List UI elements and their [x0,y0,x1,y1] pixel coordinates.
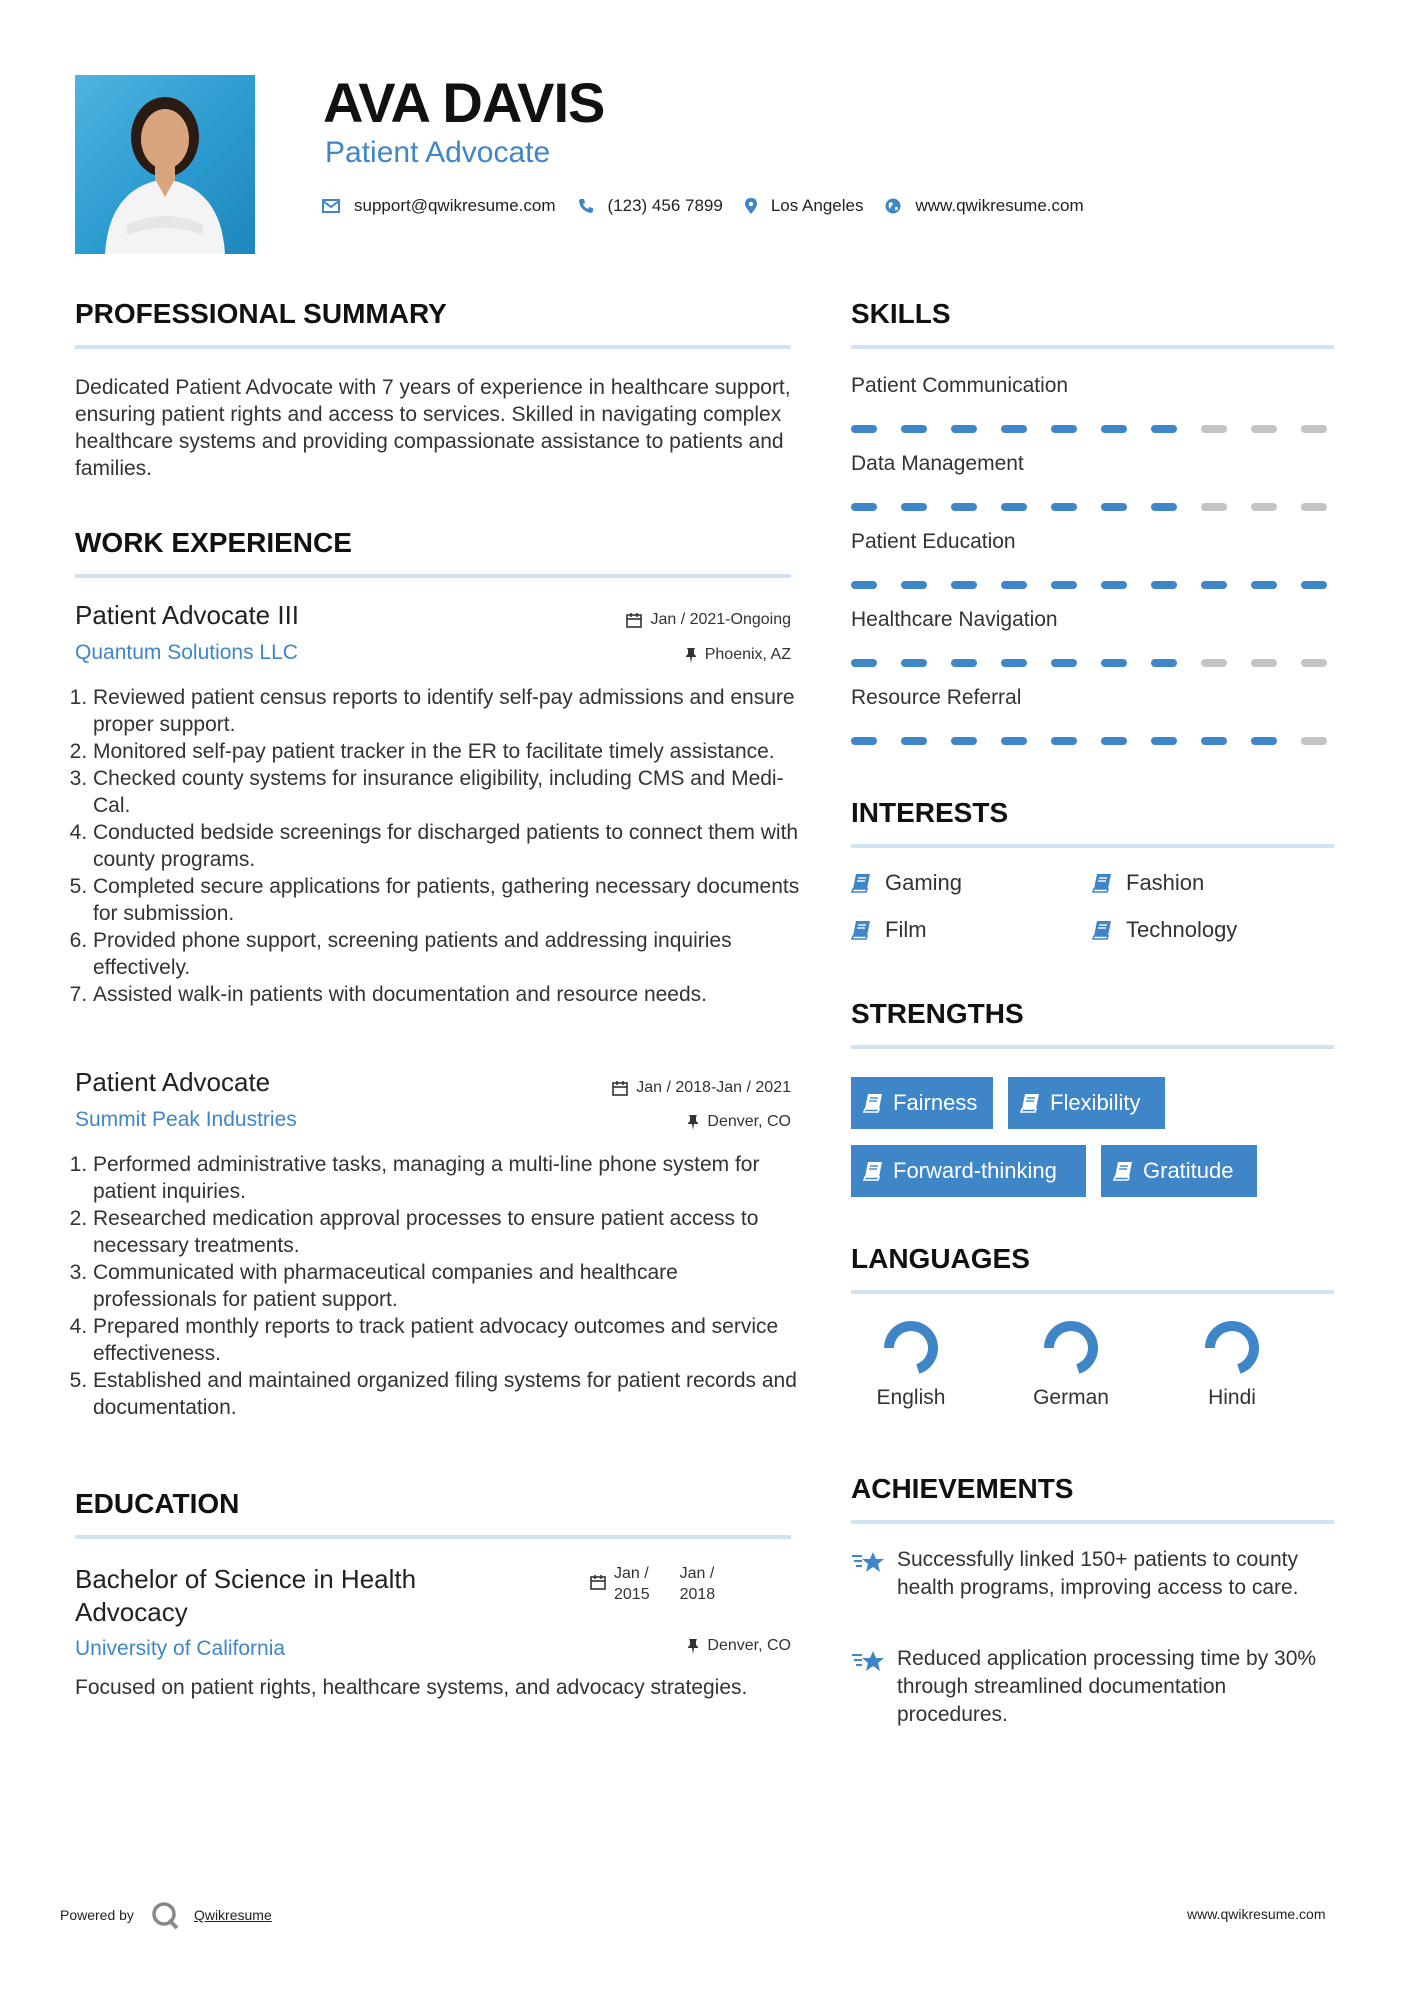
list-item: 2. Monitored self-pay patient tracker in the ER to facilitate timely assistance. [93,738,805,765]
skill-name: Patient Education [851,530,1016,553]
skill-dot-filled [1151,581,1177,589]
job-title: Patient Advocate [75,1067,271,1097]
list-item: 1. Reviewed patient census reports to identify self-pay admissions and ensure proper support. [93,684,805,738]
job-dates [626,611,791,629]
education-location [687,1637,791,1655]
skill-name: Healthcare Navigation [851,608,1058,631]
skill-dot-filled [1001,425,1027,433]
list-item: 1. Performed administrative tasks, managing a multi-line phone system for patient inquiries. [93,1151,805,1205]
skill-dot-filled [1251,737,1277,745]
job-bullets [75,1151,805,1421]
skill-dot-empty [1201,503,1227,511]
skill-dot-filled [851,659,877,667]
contact-location [745,196,864,216]
skill-name: Data Management [851,452,1024,475]
book-icon [851,920,871,940]
skill-dot-filled [1051,425,1077,433]
education-location-text: Denver, CO [707,1637,791,1654]
skill-dot-filled [951,425,977,433]
skill-dot-filled [1101,581,1127,589]
skill-dot-filled [951,737,977,745]
education-start-year: 2015 [614,1586,650,1603]
languages-heading: LANGUAGES [851,1243,1030,1274]
contact-email[interactable] [322,196,556,216]
skill-dot-filled [1001,659,1027,667]
footer-brand-link[interactable]: Qwikresume [193,1907,272,1923]
interests-heading: INTERESTS [851,797,1009,828]
skill-dot-filled [1301,581,1327,589]
website-text: www.qwikresume.com [915,196,1084,215]
skill-rating [851,581,1351,589]
skill-dot-filled [901,659,927,667]
interest-label: Technology [1126,917,1238,942]
skill-dot-filled [951,581,977,589]
contact-phone[interactable] [578,196,723,216]
skill-dot-empty [1301,737,1327,745]
list-item: 4. Conducted bedside screenings for discharged patients to connect them with county programs. [93,819,805,873]
list-item: 6. Provided phone support, screening patients and addressing inquiries effectively. [93,927,805,981]
skill-rating [851,425,1351,433]
footer-url[interactable]: www.qwikresume.com [1187,1906,1326,1922]
skill-dot-filled [1251,581,1277,589]
contact-website[interactable] [885,196,1083,216]
strength-tag [851,1077,993,1129]
language-item [1162,1318,1302,1410]
book-icon [851,873,871,893]
book-icon [1020,1093,1040,1113]
skill-dot-filled [1051,503,1077,511]
skill-dot-filled [1201,737,1227,745]
interest-label: Film [885,917,927,942]
skill-dot-filled [951,503,977,511]
job-company: Summit Peak Industries [75,1108,297,1131]
job-bullets [75,684,805,1008]
skill-dot-filled [1001,503,1027,511]
book-icon [1113,1161,1133,1181]
job-dates-text: Jan / 2018-Jan / 2021 [636,1079,791,1096]
education-start-month: Jan / [614,1565,649,1582]
list-item: 2. Researched medication approval processes to ensure patient access to necessary treatments. [93,1205,805,1259]
language-level-arc [1210,1326,1254,1369]
education-start [614,1563,650,1605]
job-title: Patient Advocate III [75,600,300,630]
skill-dot-filled [1101,737,1127,745]
map-pin-icon [745,198,757,214]
skill-dot-empty [1251,503,1277,511]
strength-tag [1008,1077,1165,1129]
language-level-ring [881,1318,941,1378]
calendar-icon [626,612,642,628]
language-name: English [876,1386,946,1409]
skill-dot-filled [851,503,877,511]
experience-rule [75,574,791,578]
skill-dot-filled [851,581,877,589]
skill-dot-empty [1251,425,1277,433]
achievement-text: Reduced application processing time by 30% through streamlined documentation procedures. [897,1647,1317,1726]
education-dates [590,1563,715,1605]
achievement-text: Successfully linked 150+ patients to county health programs, improving access to care. [897,1548,1299,1599]
skill-dot-empty [1301,503,1327,511]
language-item [841,1318,981,1410]
location-text: Los Angeles [770,196,864,215]
achievements-rule [851,1520,1334,1524]
languages-rule [851,1290,1334,1294]
skill-dot-filled [951,659,977,667]
skill-dot-filled [1101,425,1127,433]
candidate-title: Patient Advocate [325,136,551,169]
job-location-text: Denver, CO [707,1113,791,1130]
education-end-month: Jan / [679,1565,715,1582]
skill-dot-filled [1201,581,1227,589]
list-item: 3. Communicated with pharmaceutical companies and healthcare professionals for patient support. [93,1259,805,1313]
email-text: support@qwikresume.com [354,196,556,215]
book-icon [863,1161,883,1181]
achievement-item [851,1546,1331,1602]
language-item [1001,1318,1141,1410]
skill-dot-empty [1201,425,1227,433]
skill-name: Patient Communication [851,374,1069,397]
skill-dot-filled [851,737,877,745]
language-name: Hindi [1208,1386,1256,1409]
skill-dot-filled [1151,659,1177,667]
skill-dot-filled [1051,581,1077,589]
footer-powered-by [60,1900,272,1930]
pushpin-icon [687,1638,699,1654]
envelope-icon [322,199,340,213]
skill-dot-filled [1151,503,1177,511]
skill-dot-filled [1101,503,1127,511]
strength-tag [851,1145,1086,1197]
skill-dot-empty [1201,659,1227,667]
interest-item [1092,917,1237,943]
skill-dot-filled [1001,581,1027,589]
summary-rule [75,345,791,349]
education-end [680,1563,716,1605]
skill-dot-filled [901,737,927,745]
phone-icon [578,198,594,214]
strengths-heading: STRENGTHS [851,998,1024,1029]
skill-dot-filled [1051,659,1077,667]
globe-icon [885,198,901,214]
book-icon [863,1093,883,1113]
skill-rating [851,503,1351,511]
summary-heading: PROFESSIONAL SUMMARY [75,298,447,329]
interest-item [851,870,962,896]
powered-by-text: Powered by [60,1907,134,1923]
skills-rule [851,345,1334,349]
interest-label: Gaming [885,870,963,895]
language-level-ring [1041,1318,1101,1378]
strength-tag [1101,1145,1257,1197]
calendar-icon [590,1574,606,1590]
job-dates-text: Jan / 2021-Ongoing [650,611,791,628]
job-location [687,1113,791,1131]
list-item: 4. Prepared monthly reports to track patient advocacy outcomes and service effectiveness. [93,1313,805,1367]
contact-bar [322,193,1106,219]
language-level-arc [1049,1326,1093,1369]
strength-label: Flexibility [1050,1090,1141,1115]
experience-heading: WORK EXPERIENCE [75,527,352,558]
strength-label: Fairness [893,1090,978,1115]
education-heading: EDUCATION [75,1488,240,1519]
skill-dot-filled [1101,659,1127,667]
strengths-rule [851,1045,1334,1049]
list-item: 3. Checked county systems for insurance eligibility, including CMS and Medi-Cal. [93,765,805,819]
achievements-heading: ACHIEVEMENTS [851,1473,1074,1504]
degree-title: Bachelor of Science in Health Advocacy [75,1564,417,1627]
interest-item [851,917,927,943]
language-level-arc [889,1326,933,1369]
achievement-item [851,1645,1331,1729]
job-company: Quantum Solutions LLC [75,641,298,664]
skill-dot-empty [1301,425,1327,433]
interests-rule [851,844,1334,848]
skill-dot-empty [1251,659,1277,667]
skill-dot-empty [1301,659,1327,667]
job-dates [612,1079,791,1097]
candidate-name: AVA DAVIS [323,71,605,134]
qwikresume-logo-icon [150,1900,180,1930]
interest-label: Fashion [1126,870,1205,895]
education-description: Focused on patient rights, healthcare systems, and advocacy strategies. [75,1676,748,1699]
language-level-ring [1202,1318,1262,1378]
calendar-icon [612,1080,628,1096]
pushpin-icon [687,1114,699,1130]
school-name: University of California [75,1637,286,1660]
education-rule [75,1535,791,1539]
book-icon [1092,873,1112,893]
job-location-text: Phoenix, AZ [704,646,791,663]
skill-dot-filled [1151,737,1177,745]
summary-text: Dedicated Patient Advocate with 7 years of experience in healthcare support, ensuring patient rights and access to services. Skilled in navigating complex healthcare systems and providing compassionate assistance to patients and families. [75,376,791,480]
skill-dot-filled [1151,425,1177,433]
skill-dot-filled [851,425,877,433]
list-item: 5. Completed secure applications for patients, gathering necessary documents for submission. [93,873,805,927]
profile-photo [75,75,255,254]
skill-rating [851,737,1351,745]
book-icon [1092,920,1112,940]
shooting-star-icon [851,1550,885,1574]
skill-dot-filled [1001,737,1027,745]
skill-rating [851,659,1351,667]
skill-name: Resource Referral [851,686,1022,709]
phone-text: (123) 456 7899 [607,196,723,215]
skill-dot-filled [901,581,927,589]
education-end-year: 2018 [679,1586,716,1603]
skill-dot-filled [1051,737,1077,745]
strength-label: Forward-thinking [893,1158,1057,1183]
shooting-star-icon [851,1649,885,1673]
list-item: 7. Assisted walk-in patients with documentation and resource needs. [93,981,805,1008]
interest-item [1092,870,1204,896]
language-name: German [1033,1386,1109,1409]
skills-heading: SKILLS [851,298,951,329]
list-item: 5. Established and maintained organized filing systems for patient records and documentation. [93,1367,805,1421]
strength-label: Gratitude [1143,1158,1234,1183]
skill-dot-filled [901,425,927,433]
pushpin-icon [685,647,697,663]
skill-dot-filled [901,503,927,511]
job-location [685,646,791,664]
